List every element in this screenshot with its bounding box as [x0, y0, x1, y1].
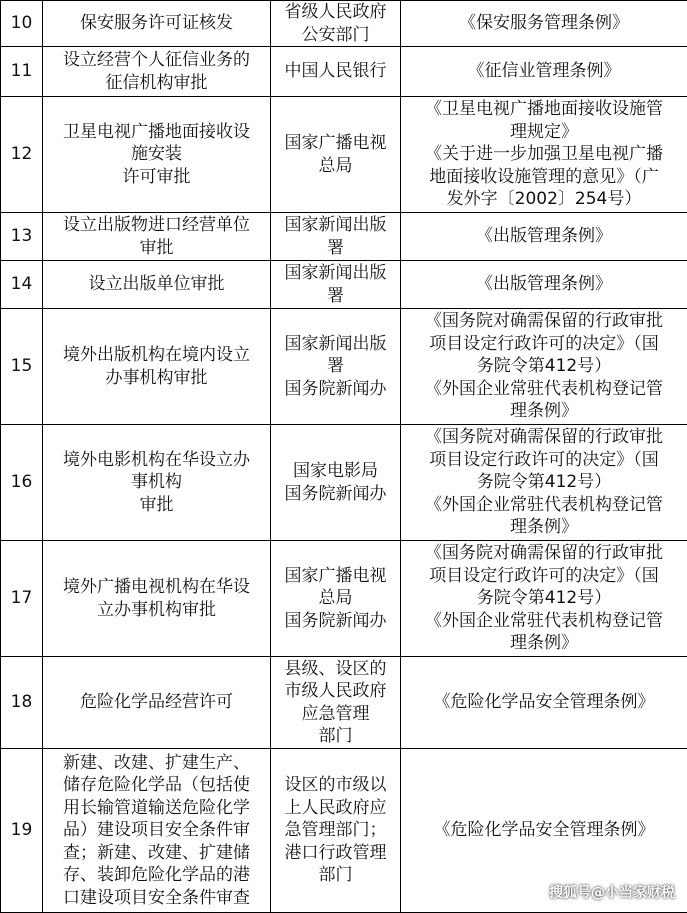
table-body: [1, 1, 687, 913]
row-number: 16: [1, 425, 43, 541]
item-name-line: 事机构: [47, 471, 266, 494]
authority-cell: [271, 309, 401, 425]
item-name-line: 许可审批: [47, 166, 266, 189]
item-name-line: 品）建设项目安全条件审: [47, 819, 266, 842]
authority-line: 国务院新闻办: [275, 483, 396, 506]
table-row: [1, 657, 687, 749]
authority-cell: [271, 749, 401, 913]
item-name-line: 用长输管道输送危险化学: [47, 797, 266, 820]
legal-basis-line: 《出版管理条例》: [405, 225, 683, 248]
authority-line: 署: [275, 237, 396, 260]
legal-basis-cell: [401, 309, 687, 425]
item-name-line: 境外出版机构在境内设立: [47, 344, 266, 367]
authority-line: 国务院新闻办: [275, 378, 396, 401]
legal-basis-line: 《危险化学品安全管理条例》: [405, 691, 683, 714]
authority-line: 部门: [275, 864, 396, 887]
authority-cell: [271, 1, 401, 47]
legal-basis-line: 务院令第412号）: [405, 587, 683, 610]
authority-line: 省级人民政府: [275, 1, 396, 24]
legal-basis-line: 《保安服务管理条例》: [405, 12, 683, 35]
authority-cell: [271, 541, 401, 657]
legal-basis-line: 务院令第412号）: [405, 471, 683, 494]
item-name-line: 卫星电视广播地面接收设: [47, 121, 266, 144]
table-row: [1, 261, 687, 309]
item-name-cell: [43, 541, 271, 657]
authority-line: 应急管理: [275, 703, 396, 726]
row-number: 13: [1, 213, 43, 261]
authority-cell: [271, 657, 401, 749]
authority-line: 部门: [275, 725, 396, 748]
legal-basis-line: 《外国企业常驻代表机构登记管: [405, 610, 683, 633]
item-name-line: 存、装卸危险化学品的港: [47, 864, 266, 887]
item-name-line: 设立经营个人征信业务的: [47, 49, 266, 72]
authority-line: 中国人民银行: [275, 60, 396, 83]
item-name-cell: [43, 425, 271, 541]
legal-basis-line: 《卫星电视广播地面接收设施管: [405, 98, 683, 121]
table-row: [1, 541, 687, 657]
authority-line: 国家广播电视: [275, 132, 396, 155]
authority-cell: [271, 97, 401, 213]
authority-line: 署: [275, 355, 396, 378]
authority-line: 总局: [275, 155, 396, 178]
legal-basis-line: 项目设定行政许可的决定》（国: [405, 333, 683, 356]
authority-line: 总局: [275, 587, 396, 610]
authority-cell: [271, 213, 401, 261]
legal-basis-line: 理条例》: [405, 516, 683, 539]
legal-basis-cell: [401, 541, 687, 657]
legal-basis-line: 《出版管理条例》: [405, 273, 683, 296]
row-number: 10: [1, 1, 43, 47]
authority-line: 署: [275, 285, 396, 308]
authority-cell: [271, 261, 401, 309]
table-row: [1, 425, 687, 541]
legal-basis-cell: [401, 1, 687, 47]
legal-basis-line: 发外字〔2002〕254号）: [405, 188, 683, 211]
item-name-line: 查；新建、改建、扩建储: [47, 842, 266, 865]
item-name-line: 施安装: [47, 143, 266, 166]
item-name-line: 境外电影机构在华设立办: [47, 449, 266, 472]
row-number: 17: [1, 541, 43, 657]
authority-line: 国家电影局: [275, 460, 396, 483]
row-number: 19: [1, 749, 43, 913]
table-row: [1, 1, 687, 47]
item-name-cell: [43, 97, 271, 213]
legal-basis-cell: [401, 261, 687, 309]
authority-cell: [271, 425, 401, 541]
table-row: [1, 213, 687, 261]
item-name-line: 新建、改建、扩建生产、: [47, 752, 266, 775]
item-name-line: 设立出版单位审批: [47, 273, 266, 296]
item-name-cell: [43, 657, 271, 749]
authority-line: 公安部门: [275, 24, 396, 47]
legal-basis-line: 《国务院对确需保留的行政审批: [405, 310, 683, 333]
item-name-line: 口建设项目安全条件审查: [47, 887, 266, 910]
legal-basis-line: 理规定》: [405, 121, 683, 144]
item-name-cell: [43, 261, 271, 309]
row-number: 12: [1, 97, 43, 213]
authority-line: 国家新闻出版: [275, 262, 396, 285]
item-name-line: 办事机构审批: [47, 367, 266, 390]
row-number: 18: [1, 657, 43, 749]
row-number: 14: [1, 261, 43, 309]
legal-basis-cell: [401, 213, 687, 261]
legal-basis-line: 地面接收设施管理的意见》（广: [405, 166, 683, 189]
authority-line: 设区的市级以: [275, 774, 396, 797]
legal-basis-line: 项目设定行政许可的决定》（国: [405, 449, 683, 472]
table-row: [1, 309, 687, 425]
legal-basis-line: 《国务院对确需保留的行政审批: [405, 426, 683, 449]
legal-basis-cell: [401, 657, 687, 749]
authority-line: 国家广播电视: [275, 565, 396, 588]
legal-basis-line: 《外国企业常驻代表机构登记管: [405, 494, 683, 517]
legal-basis-line: 务院令第412号）: [405, 355, 683, 378]
item-name-line: 保安服务许可证核发: [47, 12, 266, 35]
authority-line: 县级、设区的: [275, 658, 396, 681]
legal-basis-line: 《征信业管理条例》: [405, 60, 683, 83]
authority-line: 港口行政管理: [275, 842, 396, 865]
legal-basis-line: 项目设定行政许可的决定》（国: [405, 565, 683, 588]
item-name-line: 境外广播电视机构在华设: [47, 576, 266, 599]
authority-line: 国务院新闻办: [275, 610, 396, 633]
item-name-line: 征信机构审批: [47, 72, 266, 95]
item-name-cell: [43, 1, 271, 47]
watermark: 搜狐号@小当家财税: [549, 882, 675, 902]
item-name-line: 审批: [47, 237, 266, 260]
legal-basis-line: 理条例》: [405, 632, 683, 655]
item-name-cell: [43, 749, 271, 913]
item-name-line: 危险化学品经营许可: [47, 691, 266, 714]
item-name-line: 储存危险化学品（包括使: [47, 774, 266, 797]
row-number: 15: [1, 309, 43, 425]
authority-cell: [271, 47, 401, 97]
legal-basis-line: 理条例》: [405, 400, 683, 423]
item-name-line: 立办事机构审批: [47, 599, 266, 622]
item-name-cell: [43, 213, 271, 261]
legal-basis-cell: [401, 97, 687, 213]
table-row: [1, 47, 687, 97]
authority-line: 国家新闻出版: [275, 214, 396, 237]
item-name-line: 设立出版物进口经营单位: [47, 214, 266, 237]
authority-line: 急管理部门；: [275, 819, 396, 842]
authority-line: 市级人民政府: [275, 680, 396, 703]
legal-basis-line: 《外国企业常驻代表机构登记管: [405, 378, 683, 401]
authority-line: 国家新闻出版: [275, 333, 396, 356]
item-name-cell: [43, 309, 271, 425]
legal-basis-cell: [401, 47, 687, 97]
row-number: 11: [1, 47, 43, 97]
authority-line: 上人民政府应: [275, 797, 396, 820]
legal-basis-line: 《关于进一步加强卫星电视广播: [405, 143, 683, 166]
legal-basis-line: 《国务院对确需保留的行政审批: [405, 542, 683, 565]
item-name-cell: [43, 47, 271, 97]
item-name-line: 审批: [47, 494, 266, 517]
table-row: [1, 97, 687, 213]
legal-basis-line: 《危险化学品安全管理条例》: [405, 819, 683, 842]
legal-basis-cell: [401, 425, 687, 541]
